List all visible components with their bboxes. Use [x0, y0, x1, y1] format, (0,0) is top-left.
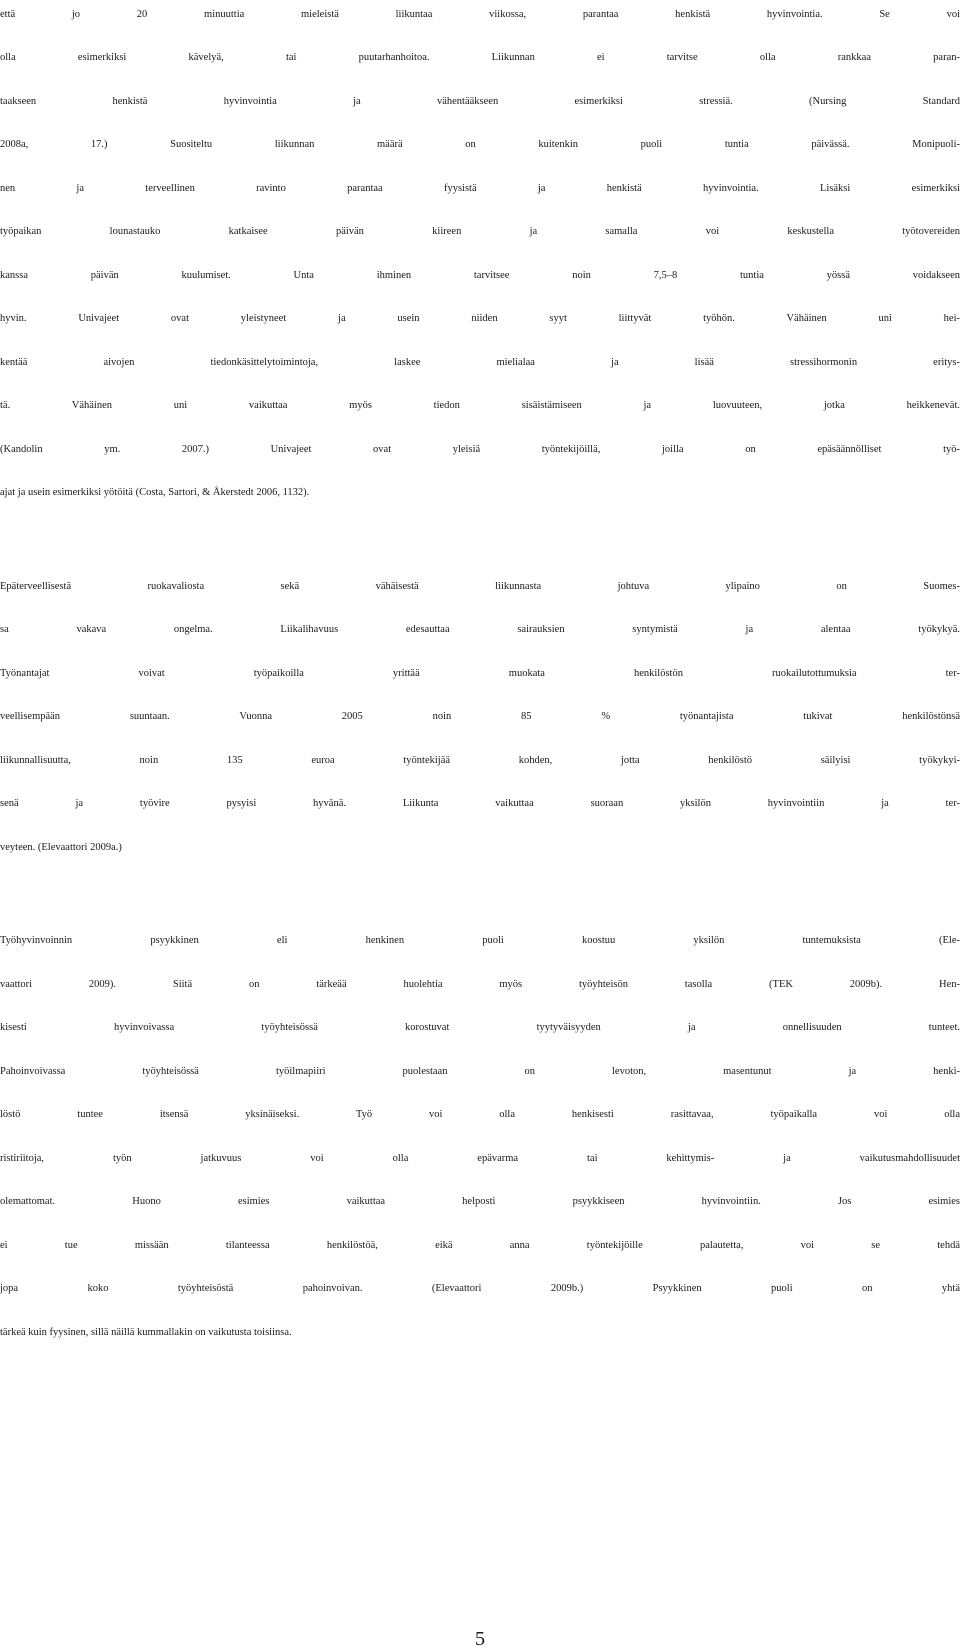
text-line: Pahoinvoivassa työyhteisössä työilmapiiri puolestaan on levoton, masentunut ja henki-	[0, 1066, 960, 1077]
text-line: nen ja terveellinen ravinto parantaa fyysistä ja henkistä hyvinvointia. Lisäksi esimerkiksi	[0, 183, 960, 194]
text-line: kentää aivojen tiedonkäsittelytoimintoja, laskee mielialaa ja lisää stressihormonin eritys-	[0, 357, 960, 368]
text-line: jopa koko työyhteisöstä pahoinvoivan. (Elevaattori 2009b.) Psyykkinen puoli on yhtä	[0, 1283, 960, 1294]
text-line: kanssa päivän kuulumiset. Unta ihminen tarvitsee noin 7,5–8 tuntia yössä voidakseen	[0, 270, 960, 281]
text-line: kisesti hyvinvoivassa työyhteisössä korostuvat tyytyväisyyden ja onnellisuuden tunteet.	[0, 1022, 960, 1033]
text-line: veellisempään suuntaan. Vuonna 2005 noin 85 % työnantajista tukivat henkilöstönsä	[0, 711, 960, 722]
text-line: työpaikan lounastauko katkaisee päivän kiireen ja samalla voi keskustella työtovereiden	[0, 226, 960, 237]
text-line: Epäterveellisestä ruokavaliosta sekä vähäisestä liikunnasta johtuva ylipaino on Suomes-	[0, 581, 960, 592]
text-line: ajat ja usein esimerkiksi yötöitä (Costa, Sartori, & Åkerstedt 2006, 1132).	[0, 487, 310, 498]
text-line: (Kandolin ym. 2007.) Univajeet ovat yleisiä työntekijöillä, joilla on epäsäännölliset työ-	[0, 444, 960, 455]
text-line: sa vakava ongelma. Liikalihavuus edesauttaa sairauksien syntymistä ja alentaa työkykyä.	[0, 624, 960, 635]
text-line: tärkeä kuin fyysinen, sillä näillä kummallakin on vaikutusta toisiinsa.	[0, 1327, 292, 1338]
text-line: vaattori 2009). Siitä on tärkeää huolehtia myös työyhteisön tasolla (TEK 2009b). Hen-	[0, 979, 960, 990]
text-line: senä ja työvire pysyisi hyvänä. Liikunta vaikuttaa suoraan yksilön hyvinvointiin ja ter-	[0, 798, 960, 809]
text-line: löstö tuntee itsensä yksinäiseksi. Työ voi olla henkisesti rasittavaa, työpaikalla voi olla	[0, 1109, 960, 1120]
page-number: 5	[474, 1628, 486, 1650]
text-line: hyvin. Univajeet ovat yleistyneet ja usein niiden syyt liittyvät työhön. Vähäinen uni hei-	[0, 313, 960, 324]
text-line: Työnantajat voivat työpaikoilla yrittää muokata henkilöstön ruokailutottumuksia ter-	[0, 668, 960, 679]
text-line: 2008a, 17.) Suositeltu liikunnan määrä on kuitenkin puoli tuntia päivässä. Monipuoli-	[0, 139, 960, 150]
text-line: tä. Vähäinen uni vaikuttaa myös tiedon sisäistämiseen ja luovuuteen, jotka heikkenevät.	[0, 400, 960, 411]
text-line: ristiriitoja, työn jatkuvuus voi olla epävarma tai kehittymis- ja vaikutusmahdollisuudet	[0, 1153, 960, 1164]
text-line: liikunnallisuutta, noin 135 euroa työntekijää kohden, jotta henkilöstö säilyisi työkykyi-	[0, 755, 960, 766]
text-line: olla esimerkiksi kävelyä, tai puutarhanhoitoa. Liikunnan ei tarvitse olla rankkaa paran-	[0, 52, 960, 63]
text-line: veyteen. (Elevaattori 2009a.)	[0, 842, 122, 853]
text-line: taakseen henkistä hyvinvointia ja vähentääkseen esimerkiksi stressiä. (Nursing Standard	[0, 96, 960, 107]
text-line: että jo 20 minuuttia mieleistä liikuntaa viikossa, parantaa henkistä hyvinvointia. Se voi	[0, 9, 960, 20]
text-line: olemattomat. Huono esimies vaikuttaa helposti psyykkiseen hyvinvointiin. Jos esimies	[0, 1196, 960, 1207]
text-line: Työhyvinvoinnin psyykkinen eli henkinen puoli koostuu yksilön tuntemuksista (Ele-	[0, 935, 960, 946]
text-line: ei tue missään tilanteessa henkilöstöä, eikä anna työntekijöille palautetta, voi se tehdä	[0, 1240, 960, 1251]
